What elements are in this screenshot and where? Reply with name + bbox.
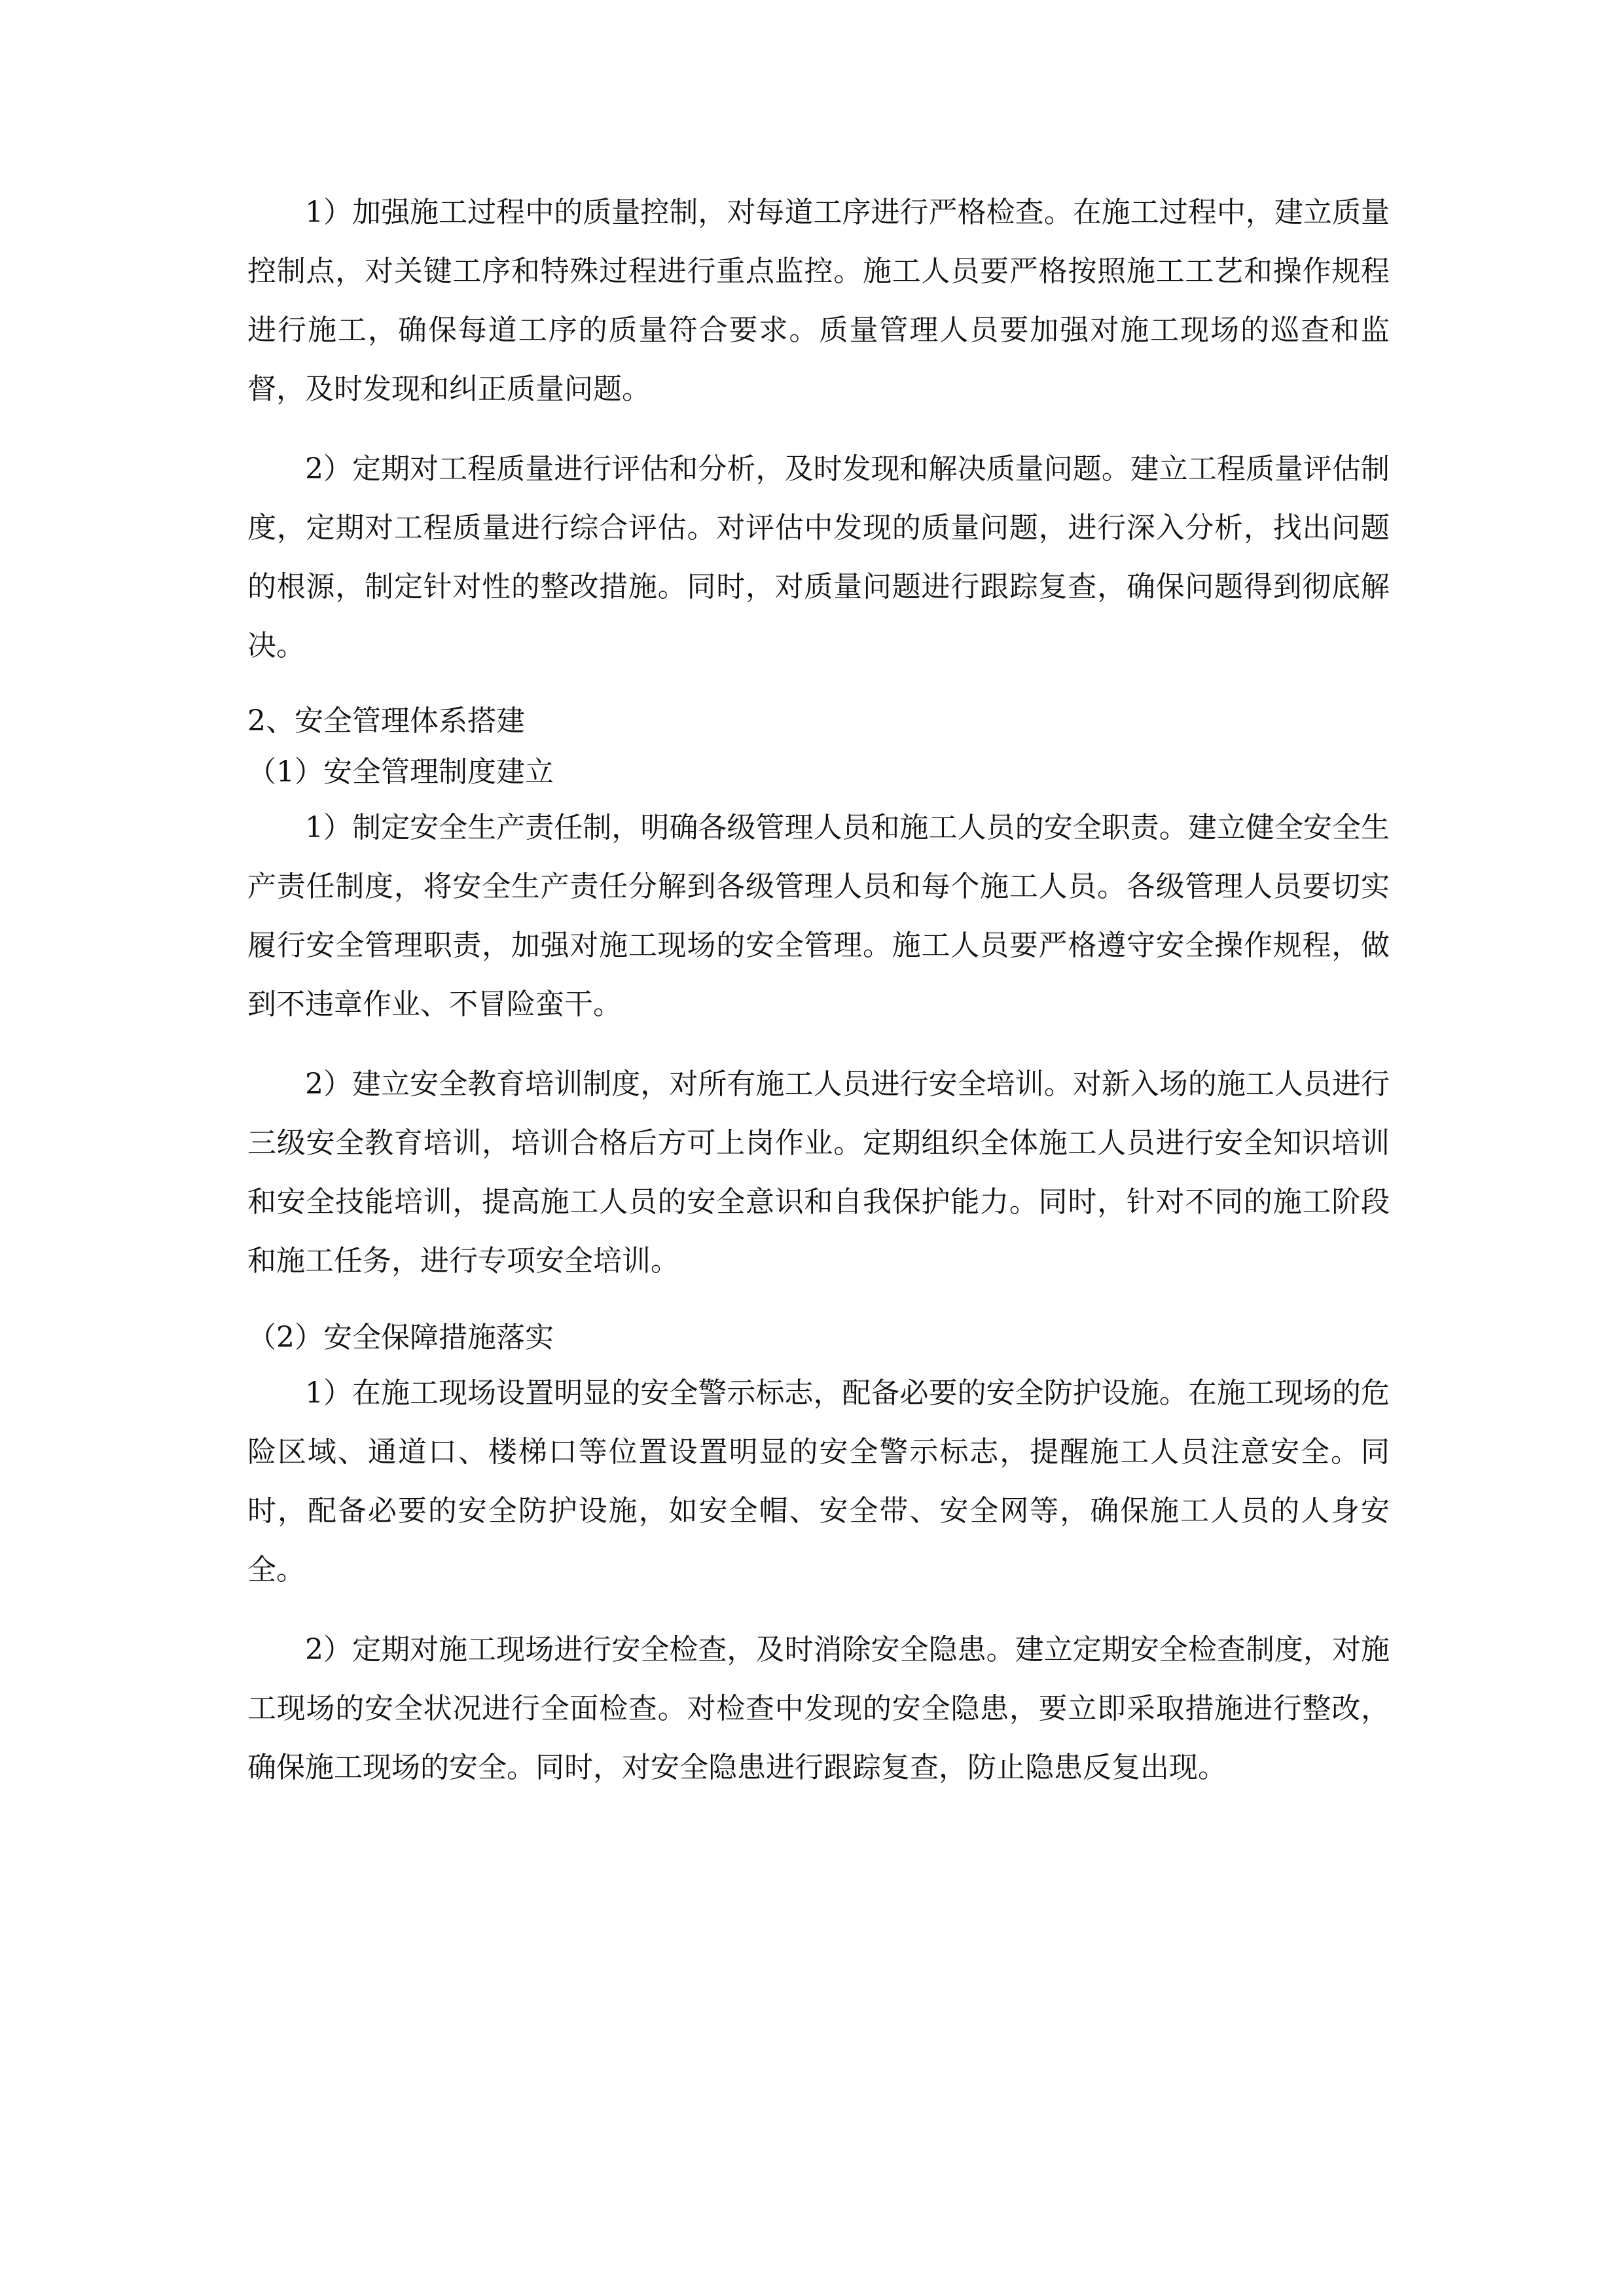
quality-control-paragraph-1: 1）加强施工过程中的质量控制，对每道工序进行严格检查。在施工过程中，建立质量控制点，对关键工序和特殊过程进行重点监控。施工人员要严格按照施工工艺和操作规程进行施工，确保每道工序的质量符合要求。质量管理人员要加强对施工现场的巡查和监督，及时发现和纠正质量问题。 xyxy=(247,196,1390,406)
safety-measures-paragraph-1: 1）在施工现场设置明显的安全警示标志，配备必要的安全防护设施。在施工现场的危险区域、通道口、楼梯口等位置设置明显的安全警示标志，提醒施工人员注意安全。同时，配备必要的安全防护设施，如安全帽、安全带、安全网等，确保施工人员的人身安全。 xyxy=(247,1376,1390,1587)
quality-control-paragraph-2: 2）定期对工程质量进行评估和分析，及时发现和解决质量问题。建立工程质量评估制度，定期对工程质量进行综合评估。对评估中发现的质量问题，进行深入分析，找出问题的根源，制定针对性的整改措施。同时，对质量问题进行跟踪复查，确保问题得到彻底解决。 xyxy=(247,452,1390,662)
subheading-safety-measures: （2）安全保障措施落实 xyxy=(247,1321,554,1354)
safety-rules-paragraph-2: 2）建立安全教育培训制度，对所有施工人员进行安全培训。对新入场的施工人员进行三级安全教育培训，培训合格后方可上岗作业。定期组织全体施工人员进行安全知识培训和安全技能培训，提高施工人员的安全意识和自我保护能力。同时，针对不同的施工阶段和施工任务，进行专项安全培训。 xyxy=(247,1067,1390,1278)
safety-measures-paragraph-2: 2）定期对施工现场进行安全检查，及时消除安全隐患。建立定期安全检查制度，对施工现场的安全状况进行全面检查。对检查中发现的安全隐患，要立即采取措施进行整改，确保施工现场的安全。同时，对安全隐患进行跟踪复查，防止隐患反复出现。 xyxy=(247,1633,1390,1784)
safety-rules-paragraph-1: 1）制定安全生产责任制，明确各级管理人员和施工人员的安全职责。建立健全安全生产责任制度，将安全生产责任分解到各级管理人员和每个施工人员。各级管理人员要切实履行安全管理职责，加强对施工现场的安全管理。施工人员要严格遵守安全操作规程，做到不违章作业、不冒险蛮干。 xyxy=(247,811,1390,1021)
subheading-safety-rules: （1）安全管理制度建立 xyxy=(247,755,554,789)
section-heading-safety-system: 2、安全管理体系搭建 xyxy=(247,704,525,738)
document-body xyxy=(247,183,1390,1818)
